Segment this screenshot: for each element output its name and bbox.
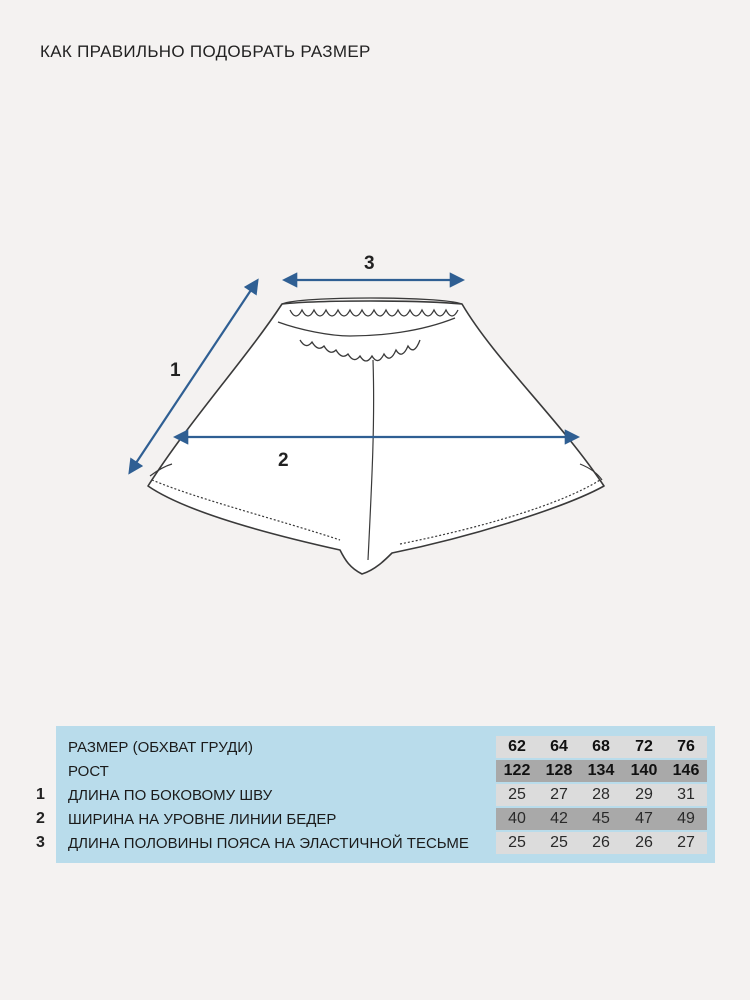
- table-cell: 72: [635, 738, 653, 755]
- table-cell: 40: [508, 810, 526, 827]
- table-cell: 49: [677, 810, 695, 827]
- table-cell: 27: [677, 834, 695, 851]
- table-cell: 28: [592, 786, 610, 803]
- table-cell: 26: [592, 834, 610, 851]
- table-cell: 25: [550, 834, 568, 851]
- row-label: ДЛИНА ПОЛОВИНЫ ПОЯСА НА ЭЛАСТИЧНОЙ ТЕСЬМЕ: [68, 835, 469, 852]
- label-3: 3: [364, 253, 375, 274]
- table-row: [36, 832, 715, 854]
- row-values: [496, 832, 707, 854]
- table-cell: 134: [587, 762, 615, 779]
- table-row: [56, 760, 715, 782]
- label-1: 1: [170, 360, 181, 381]
- table-cell: 64: [550, 738, 568, 755]
- table-cell: 26: [635, 834, 653, 851]
- row-values: [496, 736, 707, 758]
- table-cell: 146: [672, 762, 700, 779]
- table-cell: 68: [592, 738, 610, 755]
- table-cell: 128: [545, 762, 573, 779]
- table-cell: 122: [503, 762, 531, 779]
- label-2: 2: [278, 450, 289, 471]
- row-values: [496, 784, 707, 806]
- row-label: ДЛИНА ПО БОКОВОМУ ШВУ: [68, 787, 273, 804]
- table-cell: 62: [508, 738, 526, 755]
- row-label: РОСТ: [68, 763, 109, 780]
- row-number: 3: [36, 834, 45, 851]
- table-cell: 25: [508, 786, 526, 803]
- table-cell: 42: [550, 810, 568, 827]
- table-cell: 25: [508, 834, 526, 851]
- table-cell: 47: [635, 810, 653, 827]
- table-row: [36, 784, 715, 806]
- row-label: РАЗМЕР (ОБХВАТ ГРУДИ): [68, 739, 254, 756]
- table-cell: 27: [550, 786, 568, 803]
- table-row: [56, 736, 715, 758]
- page-title: КАК ПРАВИЛЬНО ПОДОБРАТЬ РАЗМЕР: [40, 42, 371, 61]
- table-cell: 31: [677, 786, 695, 803]
- table-row: [36, 808, 715, 830]
- row-values: [496, 760, 707, 782]
- size-table: [36, 726, 715, 863]
- table-cell: 140: [630, 762, 658, 779]
- table-cell: 29: [635, 786, 653, 803]
- row-values: [496, 808, 707, 830]
- row-number: 1: [36, 786, 45, 803]
- table-cell: 76: [677, 738, 695, 755]
- table-cell: 45: [592, 810, 610, 827]
- row-label: ШИРИНА НА УРОВНЕ ЛИНИИ БЕДЕР: [68, 811, 337, 828]
- row-number: 2: [36, 810, 45, 827]
